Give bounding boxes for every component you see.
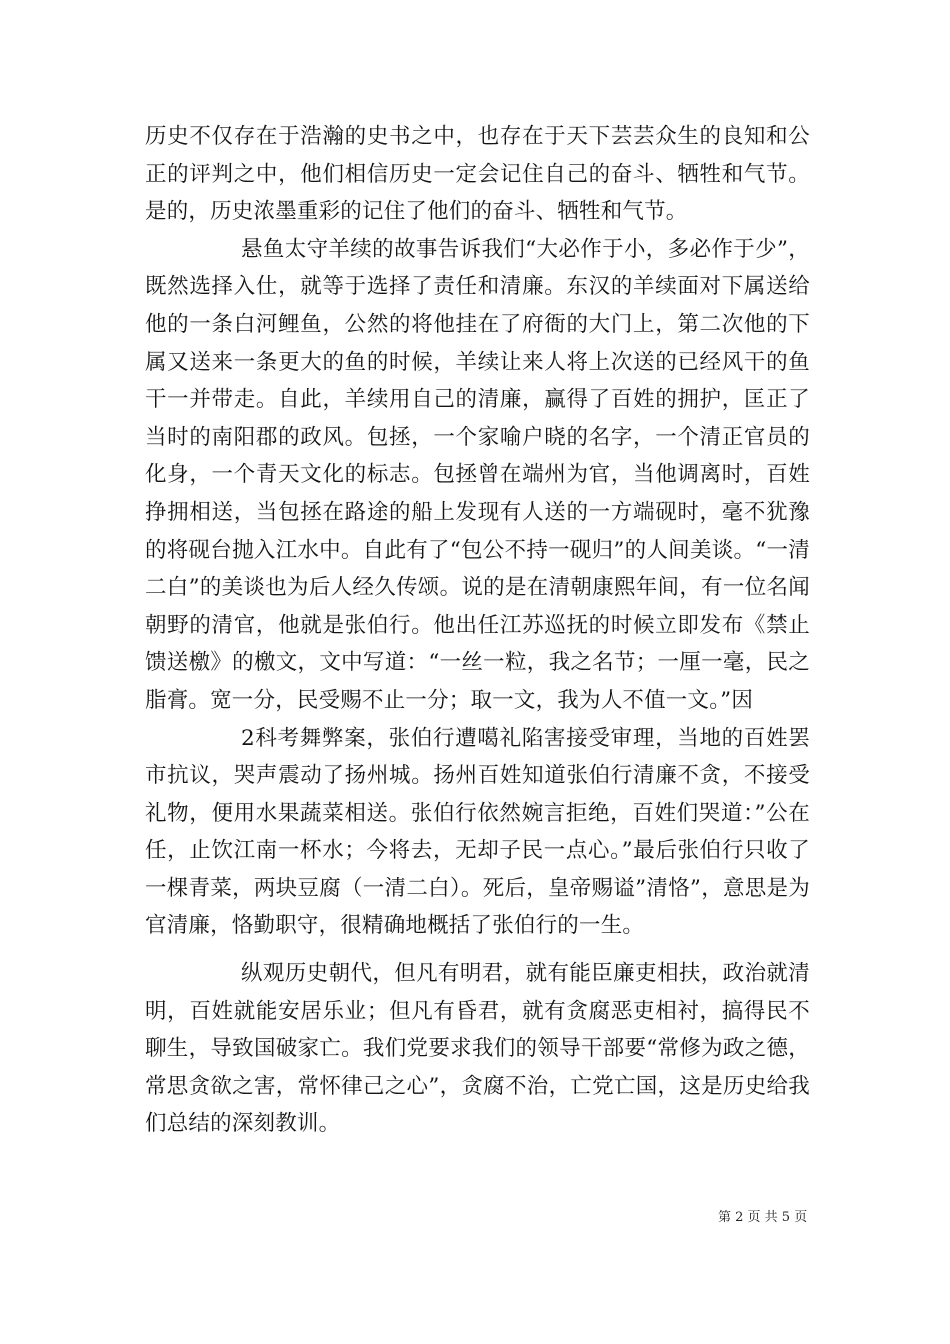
paragraph-yang-xu-bao-zheng: 悬鱼太守羊续的故事告诉我们“大必作于小，多必作于少”，既然选择入仕，就等于选择了责任和清廉。东汉的羊续面对下属送给他的一条白河鲤鱼，公然的将他挂在了府衙的大门上，第二次他的下属又送来一条更大的鱼的时候，羊续让来人将上次送的已经风干的鱼干一并带走。自此，羊续用自己的清廉，赢得了百姓的拥护，匡正了当时的南阳郡的政风。包拯，一个家喻户晓的名字，一个清正官员的化身，一个青天文化的标志。包拯曾在端州为官，当他调离时，百姓挣拥相送，当包拯在路途的船上发现有人送的一方端砚时，毫不犹豫的将砚台抛入江水中。自此有了“包公不持一砚归”的人间美谈。“一清二白”的美谈也为后人经久传颂。说的是在清朝康熙年间，有一位名闻朝野的清官，他就是张伯行。他出任江苏巡抚的时候立即发布《禁止馈送檄》的檄文，文中写道：“一丝一粒，我之名节；一厘一毫，民之脂膏。宽一分，民受赐不止一分；取一文，我为人不值一文。”因 <box>145 236 810 713</box>
document-body <box>145 118 810 1143</box>
paragraph-conclusion: 纵观历史朝代，但凡有明君，就有能臣廉吏相扶，政治就清明，百姓就能安居乐业；但凡有昏君，就有贪腐恶吏相衬，搞得民不聊生，导致国破家亡。我们党要求我们的领导干部要“常修为政之德，常思贪欲之害，常怀律己之心”，贪腐不治，亡党亡国，这是历史给我们总结的深刻教训。 <box>145 961 810 1137</box>
page-number-footer: 第 2 页 共 5 页 <box>718 1210 808 1225</box>
paragraph-zhang-boxing: 2科考舞弊案，张伯行遭噶礼陷害接受审理，当地的百姓罢市抗议，哭声震动了扬州城。扬州百姓知道张伯行清廉不贪，不接受礼物，便用水果蔬菜相送。张伯行依然婉言拒绝，百姓们哭道：”公在任，止饮江南一杯水；今将去，无却子民一点心。”最后张伯行只收了一棵青菜，两块豆腐（一清二白）。死后，皇帝赐谥”清恪”，意思是为官清廉，恪勤职守，很精确地概括了张伯行的一生。 <box>145 725 810 939</box>
paragraph-history-conscience: 历史不仅存在于浩瀚的史书之中，也存在于天下芸芸众生的良知和公正的评判之中，他们相信历史一定会记住自己的奋斗、牺牲和气节。是的，历史浓墨重彩的记住了他们的奋斗、牺牲和气节。 <box>145 124 810 225</box>
